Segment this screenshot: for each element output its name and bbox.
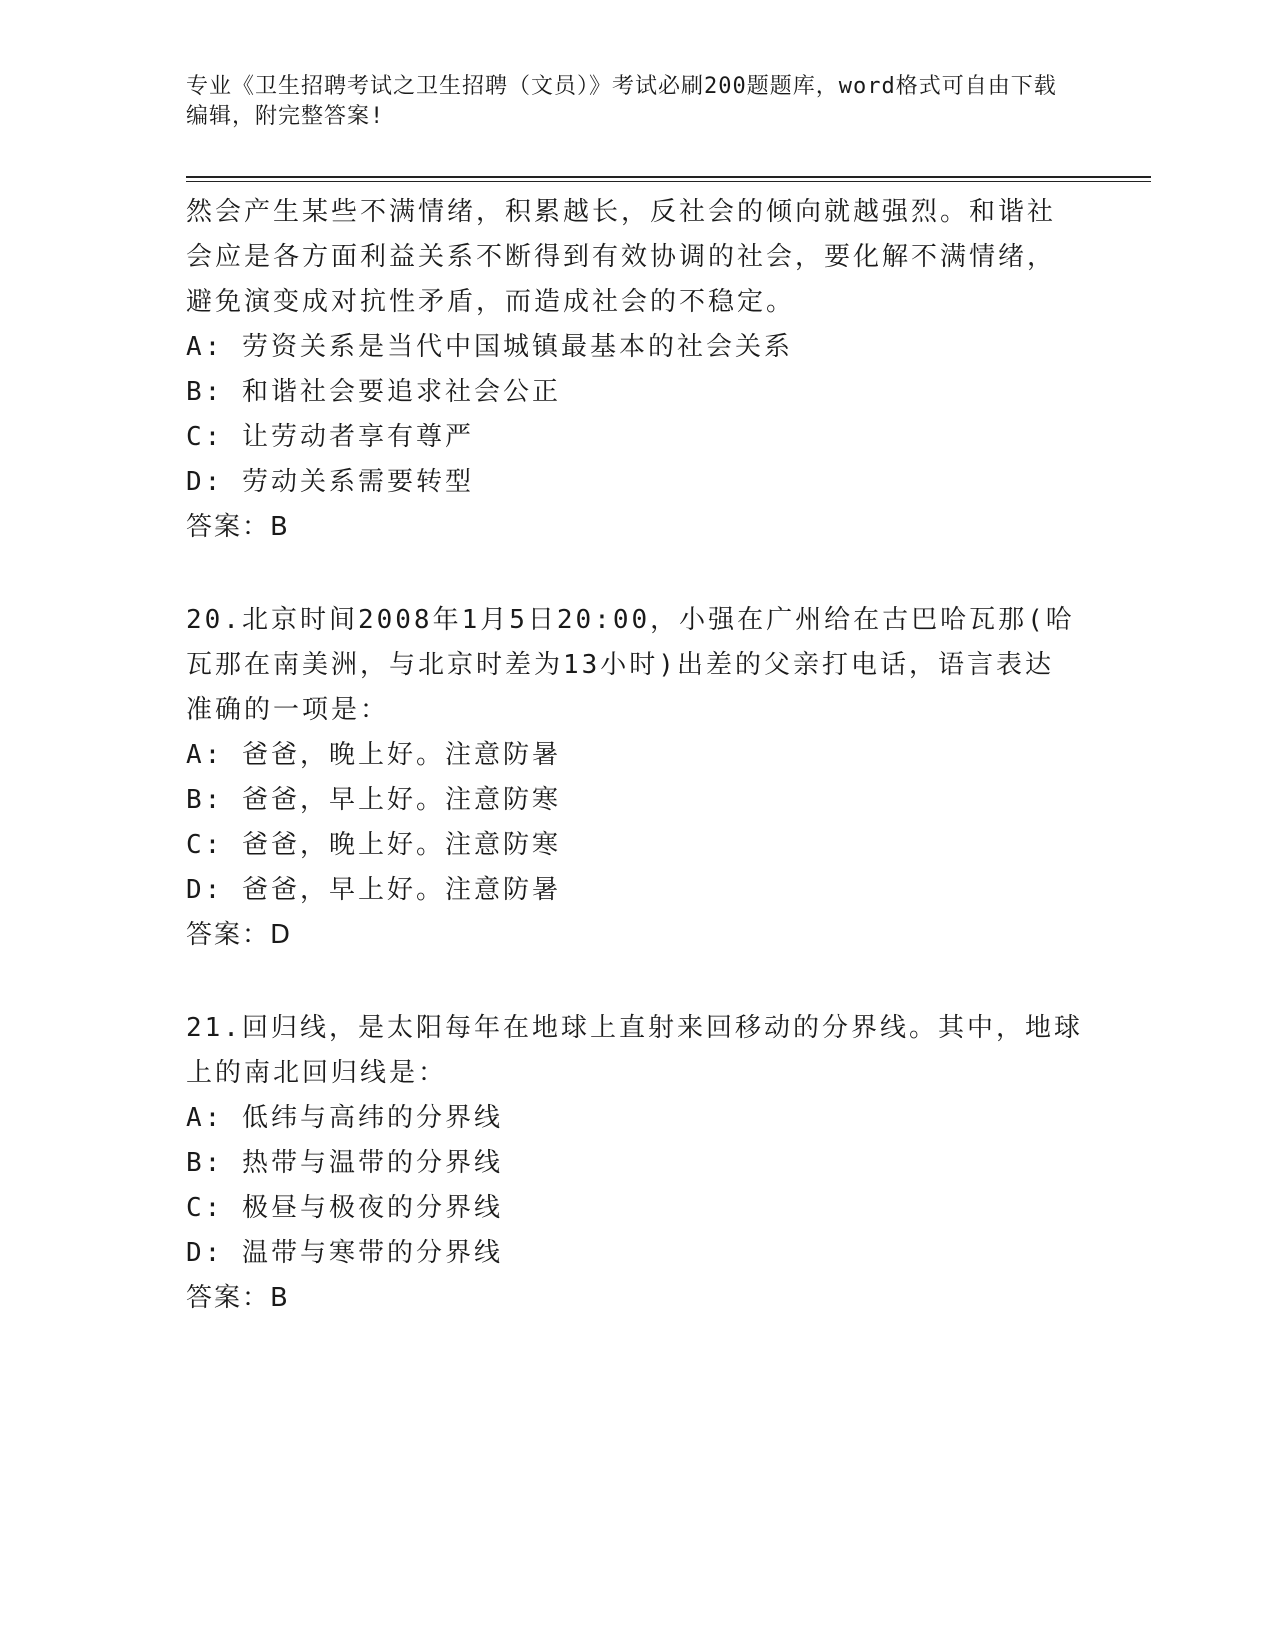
- paragraph-line: 然会产生某些不满情绪，积累越长，反社会的倾向就越强烈。和谐社: [186, 197, 1057, 227]
- option-c: C: 极昼与极夜的分界线: [186, 1193, 503, 1223]
- option-a: A: 劳资关系是当代中国城镇最基本的社会关系: [186, 332, 793, 362]
- header-rule-thin: [186, 181, 1151, 182]
- document-header: 专业《卫生招聘考试之卫生招聘（文员）》考试必刷200题题库，word格式可自由下载编辑，附完整答案!: [186, 74, 1057, 129]
- question-20: [186, 598, 1086, 958]
- question-text-line: 21.回归线，是太阳每年在地球上直射来回移动的分界线。其中，地球: [186, 1013, 1083, 1043]
- option-c: C: 爸爸，晚上好。注意防寒: [186, 830, 561, 860]
- question-21: [186, 1006, 1086, 1321]
- answer-line: 答案：B: [186, 1283, 290, 1313]
- answer-line: 答案：D: [186, 920, 293, 950]
- option-d: D: 温带与寒带的分界线: [186, 1238, 503, 1268]
- option-d: D: 劳动关系需要转型: [186, 467, 474, 497]
- question-text-line: 20.北京时间2008年1月5日20:00，小强在广州给在古巴哈瓦那(哈: [186, 605, 1075, 635]
- option-a: A: 低纬与高纬的分界线: [186, 1103, 503, 1133]
- paragraph-line: 避免演变成对抗性矛盾，而造成社会的不稳定。: [186, 287, 796, 317]
- spacer: [186, 550, 1086, 598]
- document-body: [186, 190, 1086, 1321]
- option-c: C: 让劳动者享有尊严: [186, 422, 474, 452]
- option-b: B: 爸爸，早上好。注意防寒: [186, 785, 561, 815]
- header-rule-thick: [186, 176, 1151, 178]
- question-text-line: 上的南北回归线是：: [186, 1058, 448, 1088]
- option-b: B: 和谐社会要追求社会公正: [186, 377, 561, 407]
- question-19-continuation: [186, 190, 1086, 550]
- option-d: D: 爸爸，早上好。注意防暑: [186, 875, 561, 905]
- option-a: A: 爸爸，晚上好。注意防暑: [186, 740, 561, 770]
- question-text-line: 瓦那在南美洲，与北京时差为13小时)出差的父亲打电话，语言表达: [186, 650, 1054, 680]
- option-b: B: 热带与温带的分界线: [186, 1148, 503, 1178]
- spacer: [186, 958, 1086, 1006]
- question-text-line: 准确的一项是：: [186, 695, 390, 725]
- paragraph-line: 会应是各方面利益关系不断得到有效协调的社会，要化解不满情绪，: [186, 242, 1057, 272]
- answer-line: 答案：B: [186, 512, 290, 542]
